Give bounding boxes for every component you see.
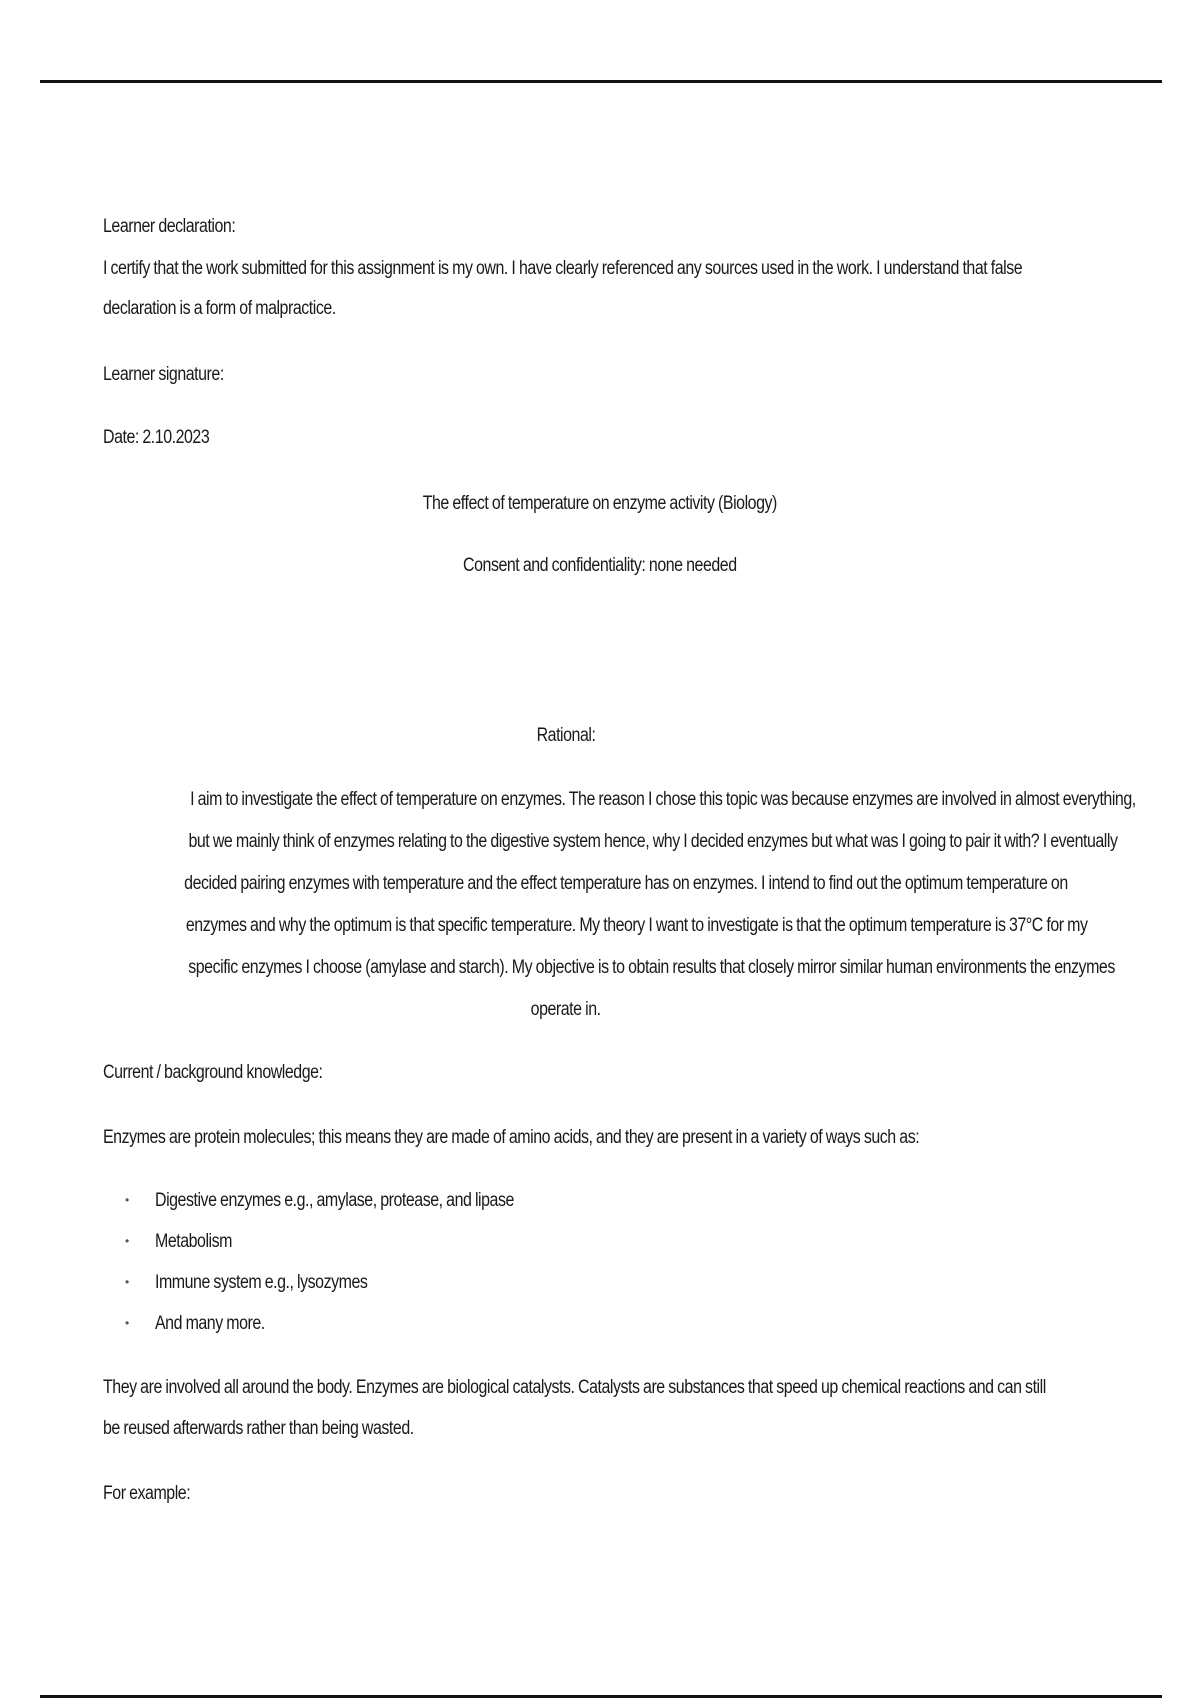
document-title-text: The effect of temperature on enzyme activity (Biology) <box>422 493 778 514</box>
background-intro: Enzymes are protein molecules; this means they are made of amino acids, and they are present in a variety of ways such as: <box>103 1127 920 1148</box>
declaration-heading: Learner declaration: <box>103 216 236 237</box>
for-example-label: For example: <box>103 1483 191 1504</box>
bullet-icon: • <box>125 1316 129 1330</box>
rational-line: specific enzymes I choose (amylase and starch). My objective is to obtain results that closely mirror similar human environments the enzymes <box>188 957 1115 978</box>
rational-line: enzymes and why the optimum is that specific temperature. My theory I want to investigate is that the optimum temperature is 37°C for my <box>185 915 1088 936</box>
rational-line: operate in. <box>531 999 601 1020</box>
catalyst-paragraph-line-1: They are involved all around the body. Enzymes are biological catalysts. Catalysts are substances that speed up chemical reactions and can still <box>103 1377 1046 1398</box>
rational-line: decided pairing enzymes with temperature and the effect temperature has on enzymes. I intend to find out the optimum temperature on <box>184 873 1068 894</box>
consent-statement <box>0 545 1200 586</box>
top-rule <box>40 80 1162 83</box>
bullet-icon: • <box>125 1275 129 1289</box>
declaration-text-line-2: declaration is a form of malpractice. <box>103 298 336 319</box>
background-heading: Current / background knowledge: <box>103 1062 323 1083</box>
document-title <box>0 483 1200 524</box>
catalyst-paragraph-line-2: be reused afterwards rather than being wasted. <box>103 1418 414 1439</box>
rational-heading-text: Rational: <box>536 725 596 746</box>
rational-paragraph <box>100 779 1136 1031</box>
bottom-rule <box>40 1695 1162 1698</box>
consent-statement-text: Consent and confidentiality: none needed <box>463 555 737 576</box>
document-page: Learner declaration: I certify that the work submitted for this assignment is my own. I have clearly referenced any sources used in the work. I understand that false declaration is a form of malpractice. Learner signature: Date: 2.10.2023 The effect of temperature on enzyme activity (Biology) Consent and confidentiality: none needed Rational: I aim to investigate the effect of temperature on enzymes. The reason I chose this topic was because enzymes are involved in almost everything, but we mainly think of enzymes relating to the digestive system hence, why I decided enzymes but what was I going to pair it with? I eventually decided pairing enzymes with temperature and the effect temperature has on enzymes. I intend to find out the optimum temperature on enzymes and why the optimum is that specific temperature. My theory I want to investigate is that the optimum temperature is 37°C for my specific enzymes I choose (amylase and starch). My objective is to obtain results that closely mirror similar human environments the enzymes operate in. Current / background knowledge: Enzymes are protein molecules; this means they are made of amino acids, and they are present in a variety of ways such as: • Digestive enzymes e.g., amylase, protease, and lipase • Metabolism • Immune system e.g., lysozymes • And many more. They are involved all around the body. Enzymes are biological catalysts. Catalysts are substances that speed up chemical reactions and can still be reused afterwards rather than being wasted. For example: <box>0 0 1200 1700</box>
bullet-icon: • <box>125 1193 129 1207</box>
rational-line: I aim to investigate the effect of temperature on enzymes. The reason I chose this topic was because enzymes are involved in almost everything, <box>190 789 1136 810</box>
declaration-text-line-1: I certify that the work submitted for this assignment is my own. I have clearly referenced any sources used in the work. I understand that false <box>103 258 1023 279</box>
rational-line: but we mainly think of enzymes relating to the digestive system hence, why I decided enzymes but what was I going to pair it with? I eventually <box>188 831 1118 852</box>
date-text: Date: 2.10.2023 <box>103 427 210 448</box>
signature-label: Learner signature: <box>103 364 224 385</box>
rational-heading <box>100 715 1032 756</box>
bullet-icon: • <box>125 1234 129 1248</box>
